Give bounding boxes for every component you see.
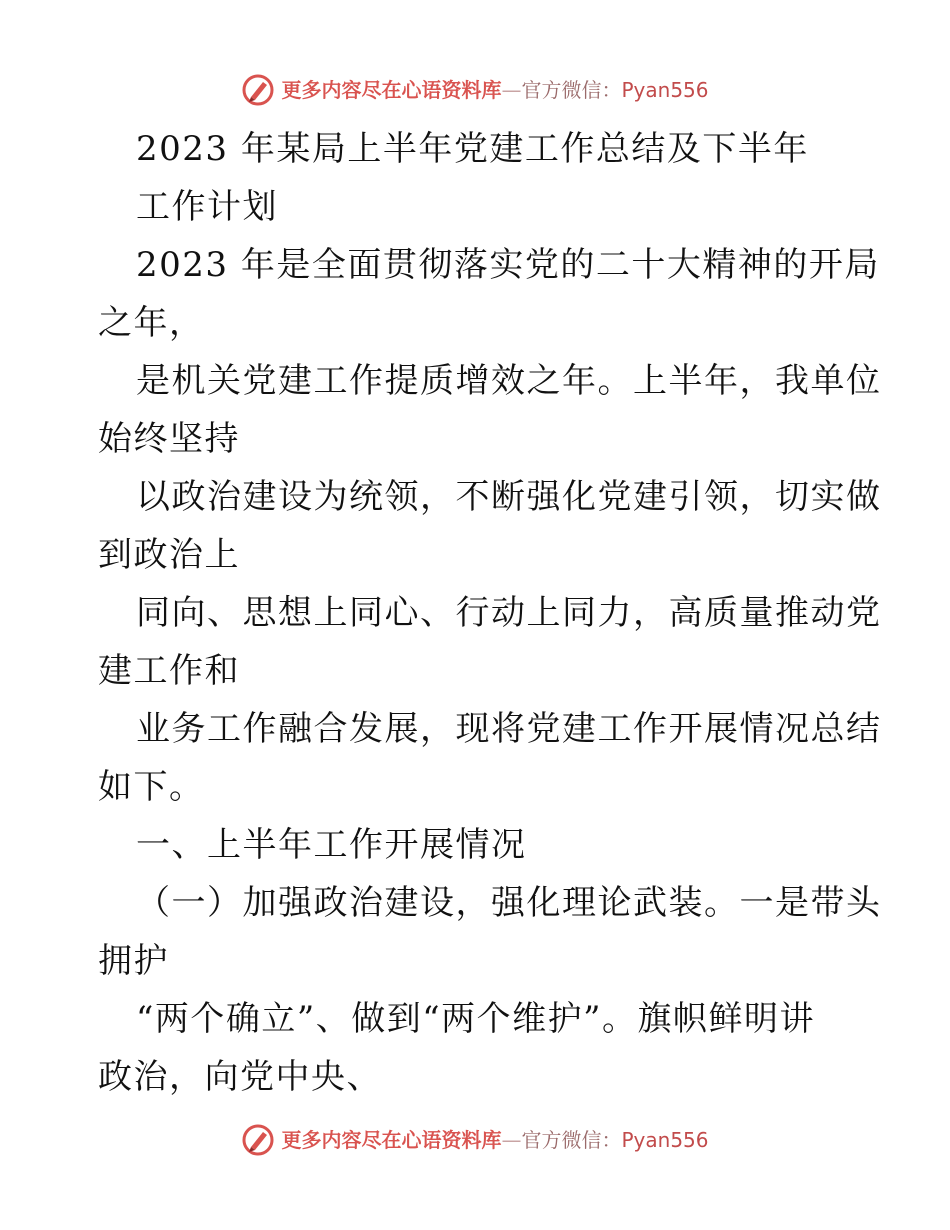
paragraph-line: 到政治上 (98, 535, 240, 575)
watermark-label: 官方微信： (521, 1128, 622, 1152)
watermark-group (241, 1123, 708, 1157)
paragraph-line: “两个确立”、做到“两个维护”。旗帜鲜明讲 (136, 999, 816, 1039)
watermark-brand: 更多内容尽在心语资料库 (281, 78, 502, 102)
paragraph-line: 业务工作融合发展，现将党建工作开展情况总结 (136, 709, 882, 749)
document-title-line-1: 2023 年某局上半年党建工作总结及下半年 (136, 129, 809, 169)
paragraph-line: 始终坚持 (98, 419, 240, 459)
footer-watermark (0, 1120, 950, 1160)
pen-logo-icon (241, 1123, 275, 1157)
header-watermark (0, 70, 950, 110)
watermark-label: 官方微信： (521, 78, 622, 102)
watermark-brand: 更多内容尽在心语资料库 (281, 1128, 502, 1152)
paragraph-line: 之年， (98, 303, 205, 343)
document-title-line-2: 工作计划 (136, 187, 278, 227)
paragraph-line: 同向、思想上同心、行动上同力，高质量推动党 (136, 593, 882, 633)
section-heading: 一、上半年工作开展情况 (136, 825, 527, 865)
paragraph-line: 建工作和 (98, 651, 240, 691)
paragraph-line: 如下。 (98, 767, 205, 807)
watermark-dash: — (501, 1128, 522, 1152)
pen-logo-icon (241, 73, 275, 107)
paragraph-line: 政治，向党中央、 (98, 1057, 382, 1097)
paragraph-line: 拥护 (98, 941, 169, 981)
watermark-text (281, 80, 708, 100)
watermark-text (281, 1130, 708, 1150)
paragraph-line: 以政治建设为统领，不断强化党建引领，切实做 (136, 477, 882, 517)
watermark-id: Pyan556 (621, 1128, 709, 1152)
paragraph-line: 2023 年是全面贯彻落实党的二十大精神的开局 (136, 245, 880, 285)
watermark-id: Pyan556 (621, 78, 709, 102)
document-body (98, 120, 882, 1106)
paragraph-line: 是机关党建工作提质增效之年。上半年，我单位 (136, 361, 882, 401)
watermark-dash: — (501, 78, 522, 102)
subsection-line: （一）加强政治建设，强化理论武装。一是带头 (136, 883, 882, 923)
watermark-group (241, 73, 708, 107)
